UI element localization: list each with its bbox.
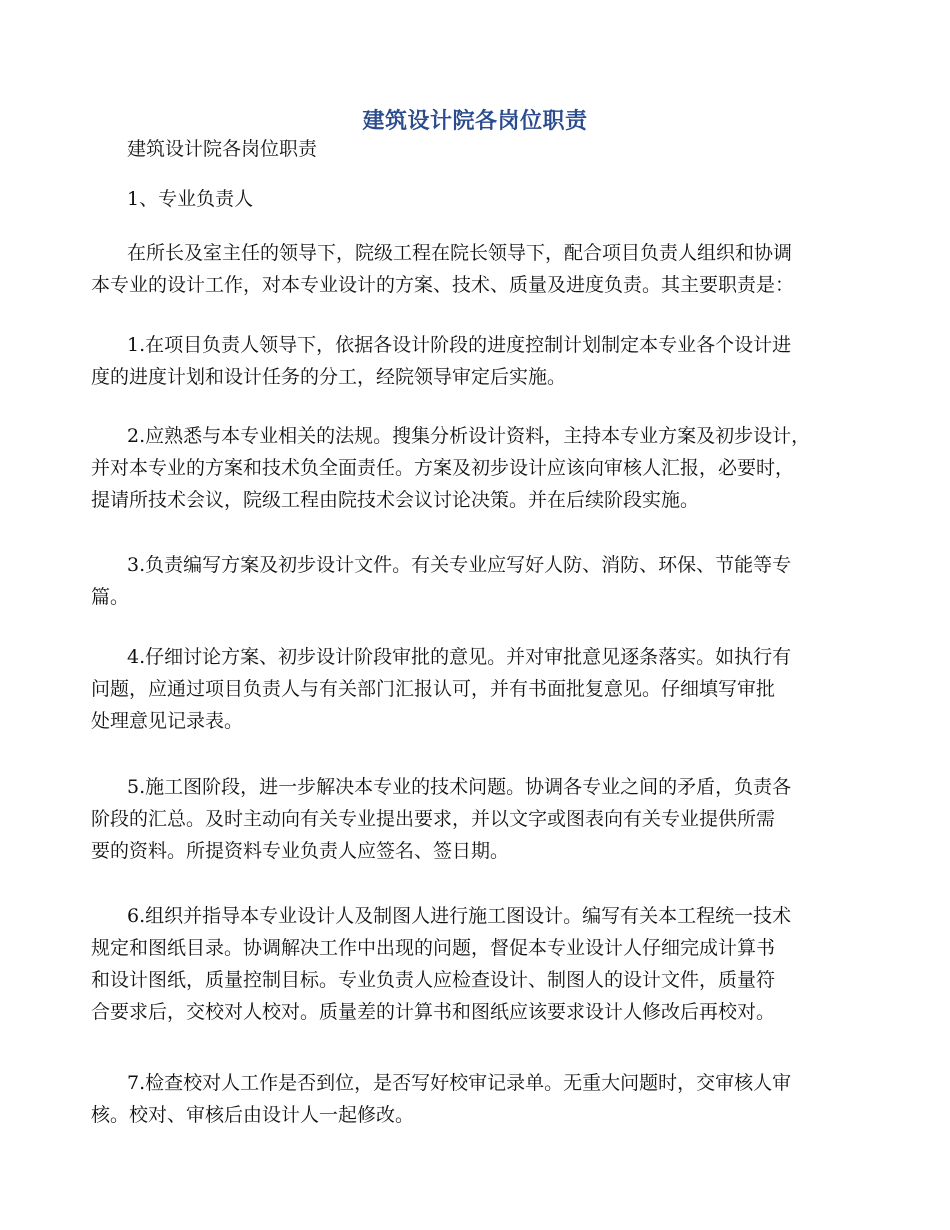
paragraph-line: 5.施工图阶段，进一步解决本专业的技术问题。协调各专业之间的矛盾，负责各 [127,776,792,798]
paragraph-line: 7.检查校对人工作是否到位，是否写好校审记录单。无重大问题时，交审核人审 [127,1072,792,1094]
paragraph-line: 阶段的汇总。及时主动向有关专业提出要求，并以文字或图表向有关专业提供所需 [91,808,776,830]
paragraph-item-6 [91,900,871,1028]
paragraph-line: 4.仔细讨论方案、初步设计阶段审批的意见。并对审批意见逐条落实。如执行有 [127,646,792,668]
paragraph-item-2 [91,420,871,516]
paragraph-line: 并对本专业的方案和技术负全面责任。方案及初步设计应该向审核人汇报，必要时， [91,457,795,479]
paragraph-line: 提请所技术会议，院级工程由院技术会议讨论决策。并在后续阶段实施。 [91,489,700,511]
paragraph-item-7 [91,1067,871,1131]
paragraph-line: 和设计图纸，质量控制目标。专业负责人应检查设计、制图人的设计文件，质量符 [91,969,776,991]
paragraph-line: 6.组织并指导本专业设计人及制图人进行施工图设计。编写有关本工程统一技术 [127,905,792,927]
document-title: 建筑设计院各岗位职责 [362,108,588,134]
paragraph-line: 处理意见记录表。 [91,710,244,732]
paragraph-line: 篇。 [91,586,130,608]
paragraph-line: 本专业的设计工作，对本专业设计的方案、技术、质量及进度负责。其主要职责是： [91,274,795,296]
paragraph-line: 在所长及室主任的领导下，院级工程在院长领导下，配合项目负责人组织和协调 [127,242,793,264]
paragraph-line: 1.在项目负责人领导下，依据各设计阶段的进度控制计划制定本专业各个设计进 [127,334,792,356]
paragraph-item-5 [91,771,871,867]
paragraph-line: 度的进度计划和设计任务的分工，经院领导审定后实施。 [91,366,567,388]
paragraph-line: 规定和图纸目录。协调解决工作中出现的问题，督促本专业设计人仔细完成计算书 [91,937,776,959]
paragraph-line: 核。校对、审核后由设计人一起修改。 [91,1104,415,1126]
paragraph-line: 3.负责编写方案及初步设计文件。有关专业应写好人防、消防、环保、节能等专 [127,554,792,576]
paragraph-item-3 [91,549,871,613]
paragraph-line: 问题，应通过项目负责人与有关部门汇报认可，并有书面批复意见。仔细填写审批 [91,678,776,700]
paragraph-item-1 [91,329,871,393]
paragraph-line: 要的资料。所提资料专业负责人应签名、签日期。 [91,840,510,862]
paragraph-line: 合要求后，交校对人校对。质量差的计算书和图纸应该要求设计人修改后再校对。 [91,1001,776,1023]
paragraph-item-4 [91,641,871,737]
section-heading: 1、专业负责人 [127,188,254,210]
paragraph-line: 2.应熟悉与本专业相关的法规。搜集分析设计资料，主持本专业方案及初步设计， [127,425,811,447]
document-subtitle: 建筑设计院各岗位职责 [127,138,318,160]
paragraph-intro [91,237,871,301]
